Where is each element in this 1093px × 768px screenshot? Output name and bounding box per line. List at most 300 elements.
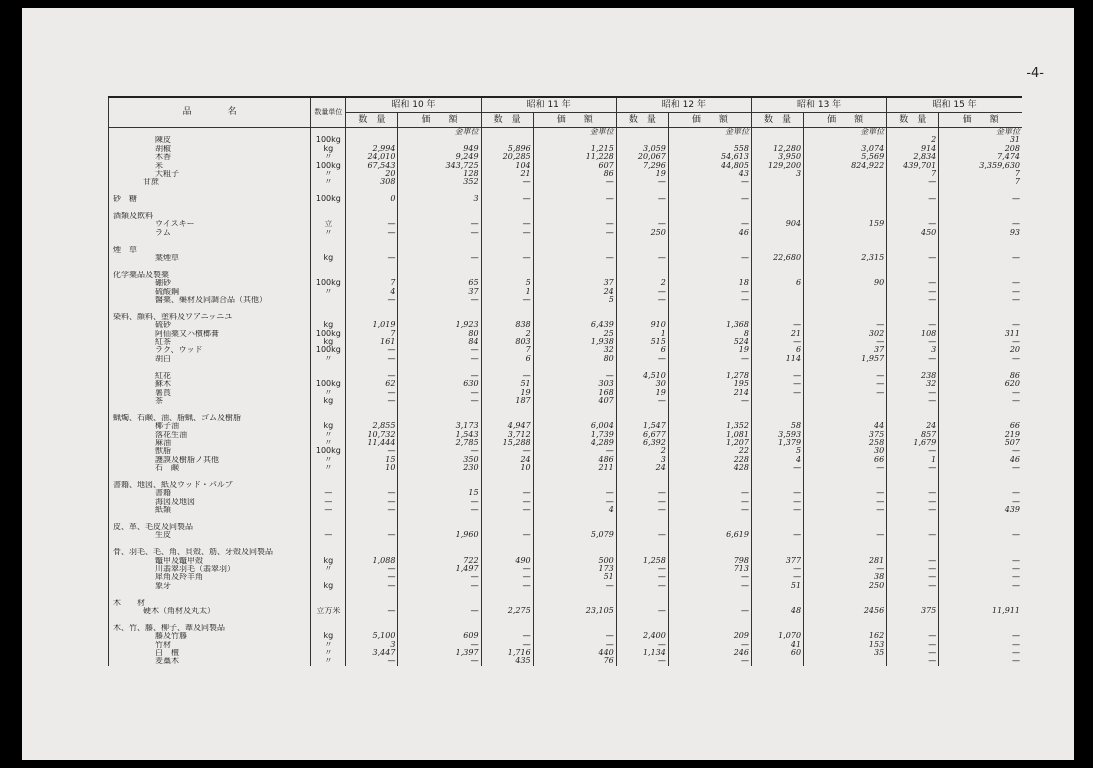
- quantity-cell: [887, 212, 939, 220]
- value-cell: [533, 540, 616, 548]
- value-cell: [804, 178, 887, 186]
- table-row: [109, 397, 1023, 405]
- value-cell: 558: [668, 145, 751, 153]
- table-row: [109, 523, 1023, 531]
- quantity-cell: [481, 624, 533, 632]
- quantity-cell: —: [887, 338, 939, 346]
- value-cell: —: [804, 338, 887, 346]
- value-cell: [804, 397, 887, 405]
- value-cell: 500: [533, 557, 616, 565]
- quantity-cell: 1,379: [751, 439, 803, 447]
- quantity-cell: —: [481, 582, 533, 590]
- value-cell: —: [398, 229, 481, 237]
- value-cell: [668, 473, 751, 481]
- value-cell: 84: [398, 338, 481, 346]
- year-header: 昭和 15 年: [887, 97, 1022, 113]
- quantity-cell: [346, 304, 398, 312]
- quantity-cell: 24,010: [346, 153, 398, 161]
- value-cell: —: [668, 397, 751, 405]
- quantity-cell: —: [481, 195, 533, 203]
- quantity-cell: 21: [751, 330, 803, 338]
- quantity-cell: [751, 548, 803, 556]
- value-cell: [939, 590, 1022, 598]
- item-name-cell: 白 檀: [109, 649, 311, 657]
- value-cell: —: [804, 498, 887, 506]
- unit-cell: 立方米: [311, 607, 346, 615]
- item-name-cell: 犀角及羚羊角: [109, 573, 311, 581]
- quantity-cell: [887, 523, 939, 531]
- quantity-cell: 838: [481, 321, 533, 329]
- value-cell: 1,278: [668, 372, 751, 380]
- quantity-cell: [887, 304, 939, 312]
- value-cell: 1,215: [533, 145, 616, 153]
- quantity-cell: —: [887, 489, 939, 497]
- quantity-cell: —: [887, 498, 939, 506]
- value-cell: 46: [668, 229, 751, 237]
- value-cell: —: [939, 254, 1022, 262]
- quantity-cell: [751, 405, 803, 413]
- value-cell: —: [398, 641, 481, 649]
- quantity-cell: —: [887, 296, 939, 304]
- value-cell: [804, 313, 887, 321]
- value-cell: [668, 304, 751, 312]
- quantity-cell: 3: [887, 346, 939, 354]
- value-cell: 713: [668, 565, 751, 573]
- value-cell: —: [939, 531, 1022, 539]
- value-cell: [939, 414, 1022, 422]
- quantity-cell: —: [887, 582, 939, 590]
- value-cell: [398, 187, 481, 195]
- value-cell: 38: [804, 573, 887, 581]
- value-cell: —: [939, 220, 1022, 228]
- table-row: [109, 464, 1023, 472]
- value-cell: [533, 473, 616, 481]
- value-cell: 25: [533, 330, 616, 338]
- value-cell: [668, 363, 751, 371]
- quantity-cell: 187: [481, 397, 533, 405]
- item-name-cell: 椰子油: [109, 422, 311, 430]
- quantity-cell: [481, 128, 533, 137]
- item-name-cell: 酒類及飲料: [109, 212, 311, 220]
- quantity-cell: [751, 363, 803, 371]
- quantity-cell: [887, 204, 939, 212]
- quantity-cell: [616, 624, 668, 632]
- quantity-cell: [481, 313, 533, 321]
- unit-cell: [311, 624, 346, 632]
- value-cell: [668, 624, 751, 632]
- value-cell: —: [668, 607, 751, 615]
- quantity-header: 数 量: [751, 113, 803, 128]
- quantity-cell: —: [481, 573, 533, 581]
- value-cell: —: [939, 649, 1022, 657]
- quantity-cell: 58: [751, 422, 803, 430]
- quantity-cell: —: [887, 531, 939, 539]
- table-row: [109, 212, 1023, 220]
- quantity-cell: 2: [481, 330, 533, 338]
- value-cell: —: [398, 607, 481, 615]
- value-cell: —: [533, 229, 616, 237]
- value-cell: —: [533, 641, 616, 649]
- value-cell: 209: [668, 632, 751, 640]
- unit-cell: [311, 481, 346, 489]
- quantity-cell: 6: [481, 355, 533, 363]
- unit-cell: 〃: [311, 649, 346, 657]
- quantity-cell: —: [346, 346, 398, 354]
- quantity-cell: [346, 363, 398, 371]
- quantity-cell: —: [751, 389, 803, 397]
- value-cell: 3,359,630: [939, 162, 1022, 170]
- quantity-cell: [751, 136, 803, 144]
- quantity-cell: 20,067: [616, 153, 668, 161]
- value-header: 価 額: [939, 113, 1022, 128]
- unit-cell: kg: [311, 557, 346, 565]
- value-cell: [398, 204, 481, 212]
- value-cell: 8: [668, 330, 751, 338]
- table-row: [109, 456, 1023, 464]
- quantity-cell: 6,677: [616, 431, 668, 439]
- item-name-cell: 蘇木: [109, 380, 311, 388]
- quantity-cell: —: [481, 447, 533, 455]
- quantity-cell: [616, 414, 668, 422]
- item-name-cell: 硼砂: [109, 279, 311, 287]
- quantity-cell: —: [346, 389, 398, 397]
- value-cell: [804, 405, 887, 413]
- quantity-cell: —: [346, 355, 398, 363]
- value-cell: [804, 590, 887, 598]
- value-cell: 2456: [804, 607, 887, 615]
- unit-cell: kg: [311, 422, 346, 430]
- value-cell: 37: [533, 279, 616, 287]
- value-cell: [398, 262, 481, 270]
- value-cell: [398, 481, 481, 489]
- value-cell: [939, 473, 1022, 481]
- value-cell: [804, 657, 887, 665]
- value-cell: [533, 262, 616, 270]
- value-cell: [668, 414, 751, 422]
- value-cell: —: [804, 321, 887, 329]
- item-name-cell: 甘蔗: [109, 178, 311, 186]
- quantity-cell: [346, 615, 398, 623]
- quantity-cell: 3,059: [616, 145, 668, 153]
- quantity-cell: 3,712: [481, 431, 533, 439]
- value-cell: [668, 523, 751, 531]
- quantity-cell: —: [751, 531, 803, 539]
- value-cell: [668, 481, 751, 489]
- item-name-cell: [109, 363, 311, 371]
- quantity-cell: [616, 515, 668, 523]
- quantity-cell: 377: [751, 557, 803, 565]
- unit-cell: [311, 296, 346, 304]
- quantity-cell: —: [887, 573, 939, 581]
- unit-cell: 100kg: [311, 195, 346, 203]
- value-cell: —: [939, 447, 1022, 455]
- value-cell: 609: [398, 632, 481, 640]
- quantity-cell: 435: [481, 657, 533, 665]
- value-cell: [804, 304, 887, 312]
- value-cell: [533, 304, 616, 312]
- quantity-cell: —: [751, 380, 803, 388]
- unit-cell: 〃: [311, 456, 346, 464]
- value-cell: —: [668, 657, 751, 665]
- value-cell: [939, 515, 1022, 523]
- unit-cell: kg: [311, 397, 346, 405]
- value-cell: 302: [804, 330, 887, 338]
- value-cell: —: [939, 632, 1022, 640]
- quantity-cell: 250: [616, 229, 668, 237]
- item-name-cell: 胡椒: [109, 145, 311, 153]
- quantity-cell: —: [616, 220, 668, 228]
- unit-cell: [311, 473, 346, 481]
- table-row: [109, 632, 1023, 640]
- quantity-cell: 1,088: [346, 557, 398, 565]
- quantity-cell: 10: [346, 464, 398, 472]
- quantity-cell: 10: [481, 464, 533, 472]
- quantity-cell: —: [887, 279, 939, 287]
- unit-cell: [311, 187, 346, 195]
- quantity-cell: —: [887, 321, 939, 329]
- value-cell: [668, 204, 751, 212]
- item-name-cell: [109, 590, 311, 598]
- quantity-cell: —: [887, 355, 939, 363]
- quantity-cell: 10,732: [346, 431, 398, 439]
- value-cell: —: [533, 254, 616, 262]
- value-cell: [804, 195, 887, 203]
- quantity-cell: [887, 313, 939, 321]
- quantity-cell: 490: [481, 557, 533, 565]
- quantity-cell: [481, 204, 533, 212]
- value-cell: —: [398, 498, 481, 506]
- value-cell: —: [939, 641, 1022, 649]
- unit-cell: —: [311, 531, 346, 539]
- unit-cell: 〃: [311, 641, 346, 649]
- value-cell: —: [668, 489, 751, 497]
- unit-cell: kg: [311, 321, 346, 329]
- value-cell: 949: [398, 145, 481, 153]
- table-row: [109, 170, 1023, 178]
- item-name-cell: 紙類: [109, 506, 311, 514]
- quantity-cell: [616, 212, 668, 220]
- value-cell: [398, 473, 481, 481]
- table-row: [109, 153, 1023, 161]
- value-cell: —: [533, 195, 616, 203]
- value-cell: 219: [939, 431, 1022, 439]
- quantity-cell: —: [887, 288, 939, 296]
- value-cell: 6,439: [533, 321, 616, 329]
- value-cell: [398, 212, 481, 220]
- quantity-cell: 1,679: [887, 439, 939, 447]
- quantity-cell: [751, 515, 803, 523]
- quantity-cell: 129,200: [751, 162, 803, 170]
- value-cell: 30: [804, 447, 887, 455]
- unit-cell: [311, 599, 346, 607]
- quantity-cell: —: [887, 397, 939, 405]
- quantity-cell: [751, 624, 803, 632]
- value-cell: [668, 271, 751, 279]
- value-cell: [939, 548, 1022, 556]
- quantity-cell: 48: [751, 607, 803, 615]
- value-cell: 281: [804, 557, 887, 565]
- quantity-cell: —: [346, 565, 398, 573]
- value-cell: —: [398, 573, 481, 581]
- item-name-cell: [109, 405, 311, 413]
- value-cell: 1,543: [398, 431, 481, 439]
- quantity-cell: [887, 473, 939, 481]
- item-name-cell: [109, 515, 311, 523]
- value-cell: 31: [939, 136, 1022, 144]
- quantity-cell: [751, 128, 803, 137]
- quantity-cell: —: [616, 397, 668, 405]
- item-name-cell: ラム: [109, 229, 311, 237]
- value-cell: 352: [398, 178, 481, 186]
- quantity-cell: [481, 523, 533, 531]
- quantity-cell: 1,716: [481, 649, 533, 657]
- unit-cell: [311, 262, 346, 270]
- table-row: [109, 187, 1023, 195]
- value-cell: [668, 548, 751, 556]
- quantity-cell: 5,896: [481, 145, 533, 153]
- value-cell: —: [398, 447, 481, 455]
- quantity-cell: —: [346, 372, 398, 380]
- table-row: [109, 178, 1023, 186]
- quantity-cell: —: [481, 565, 533, 573]
- quantity-cell: —: [481, 506, 533, 514]
- quantity-cell: [481, 136, 533, 144]
- item-name-cell: 陳皮: [109, 136, 311, 144]
- value-cell: 金單位: [398, 128, 481, 137]
- value-cell: 246: [668, 649, 751, 657]
- quantity-cell: —: [346, 506, 398, 514]
- table-row: [109, 229, 1023, 237]
- table-row: [109, 599, 1023, 607]
- quantity-cell: 803: [481, 338, 533, 346]
- table-row: [109, 431, 1023, 439]
- value-cell: [533, 237, 616, 245]
- quantity-cell: [616, 187, 668, 195]
- value-cell: [398, 313, 481, 321]
- item-name-cell: [109, 204, 311, 212]
- item-name-cell: 象牙: [109, 582, 311, 590]
- quantity-cell: [481, 599, 533, 607]
- unit-cell: [311, 271, 346, 279]
- value-cell: 250: [804, 582, 887, 590]
- value-cell: —: [398, 355, 481, 363]
- quantity-cell: [887, 271, 939, 279]
- value-cell: [398, 523, 481, 531]
- table-row: [109, 557, 1023, 565]
- quantity-cell: [346, 481, 398, 489]
- quantity-cell: [346, 246, 398, 254]
- value-cell: [804, 615, 887, 623]
- quantity-cell: [346, 237, 398, 245]
- quantity-cell: —: [346, 489, 398, 497]
- table-row: [109, 641, 1023, 649]
- quantity-cell: —: [616, 657, 668, 665]
- quantity-cell: [887, 363, 939, 371]
- quantity-cell: 4: [346, 288, 398, 296]
- unit-cell: 100kg: [311, 162, 346, 170]
- value-cell: [398, 237, 481, 245]
- value-cell: 15: [398, 489, 481, 497]
- value-cell: [668, 136, 751, 144]
- quantity-cell: —: [616, 355, 668, 363]
- value-cell: [804, 540, 887, 548]
- item-name-cell: 硫酸鋼: [109, 288, 311, 296]
- value-cell: —: [804, 372, 887, 380]
- value-cell: [804, 523, 887, 531]
- table-row: [109, 481, 1023, 489]
- item-name-cell: 醫薬、藥材及同調合品（其他）: [109, 296, 311, 304]
- table-row: [109, 657, 1023, 665]
- value-cell: 1,397: [398, 649, 481, 657]
- quantity-cell: [616, 481, 668, 489]
- quantity-cell: 22,680: [751, 254, 803, 262]
- value-cell: 6,004: [533, 422, 616, 430]
- unit-cell: 〃: [311, 565, 346, 573]
- quantity-cell: [346, 204, 398, 212]
- value-cell: —: [804, 506, 887, 514]
- quantity-cell: [346, 599, 398, 607]
- quantity-cell: [346, 523, 398, 531]
- quantity-cell: 7,296: [616, 162, 668, 170]
- unit-cell: [311, 313, 346, 321]
- table-row: [109, 279, 1023, 287]
- value-cell: [398, 590, 481, 598]
- value-cell: [533, 212, 616, 220]
- value-cell: 18: [668, 279, 751, 287]
- quantity-cell: [616, 548, 668, 556]
- item-name-header: 品 名: [109, 97, 311, 128]
- quantity-cell: 2: [616, 279, 668, 287]
- value-cell: —: [939, 498, 1022, 506]
- table-row: [109, 573, 1023, 581]
- value-cell: 168: [533, 389, 616, 397]
- value-cell: 24: [533, 288, 616, 296]
- table-row: [109, 338, 1023, 346]
- value-cell: —: [939, 464, 1022, 472]
- item-name-cell: 大粗子: [109, 170, 311, 178]
- quantity-cell: 6: [616, 346, 668, 354]
- item-name-cell: 砂 糖: [109, 195, 311, 203]
- quantity-cell: 2,855: [346, 422, 398, 430]
- item-name-cell: ラク、ウッド: [109, 346, 311, 354]
- value-cell: —: [533, 372, 616, 380]
- quantity-cell: 1,547: [616, 422, 668, 430]
- value-cell: [939, 187, 1022, 195]
- value-cell: [398, 599, 481, 607]
- quantity-cell: —: [346, 582, 398, 590]
- quantity-cell: —: [346, 531, 398, 539]
- value-cell: 524: [668, 338, 751, 346]
- value-cell: —: [939, 565, 1022, 573]
- quantity-cell: [616, 405, 668, 413]
- value-cell: [398, 624, 481, 632]
- quantity-cell: 450: [887, 229, 939, 237]
- quantity-cell: [481, 590, 533, 598]
- unit-cell: 〃: [311, 355, 346, 363]
- quantity-cell: —: [751, 464, 803, 472]
- item-name-cell: 骨、羽毛、毛、角、貝殻、筋、牙殻及同製品: [109, 548, 311, 556]
- value-cell: —: [668, 355, 751, 363]
- value-cell: 金單位: [804, 128, 887, 137]
- value-cell: [804, 136, 887, 144]
- item-name-cell: [109, 237, 311, 245]
- table-row: [109, 237, 1023, 245]
- quantity-cell: 5: [481, 279, 533, 287]
- table-row: [109, 288, 1023, 296]
- unit-cell: [311, 414, 346, 422]
- unit-cell: [311, 405, 346, 413]
- value-cell: —: [939, 279, 1022, 287]
